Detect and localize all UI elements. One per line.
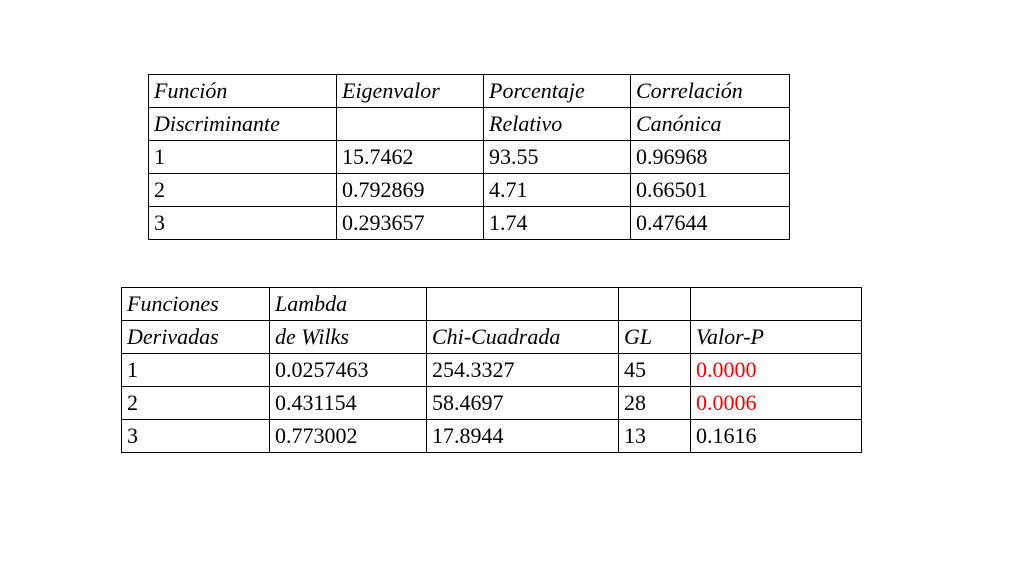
table-row [122,354,862,387]
wilks-lambda-cell: 0.0257463 [270,354,427,387]
header-cell: Lambda [270,288,427,321]
function-number-cell: 3 [122,420,270,453]
header-cell: Relativo [484,108,631,141]
canonical-correlation-cell: 0.47644 [631,207,790,240]
relative-percent-cell: 1.74 [484,207,631,240]
degrees-of-freedom-cell: 28 [619,387,691,420]
header-cell: GL [619,321,691,354]
function-number-cell: 1 [149,141,337,174]
function-number-cell: 2 [122,387,270,420]
wilks-lambda-cell: 0.431154 [270,387,427,420]
header-cell: Correlación [631,75,790,108]
table-row [149,141,790,174]
header-cell: Valor-P [691,321,862,354]
header-cell: Porcentaje [484,75,631,108]
header-cell: Canónica [631,108,790,141]
p-value-cell: 0.0006 [691,387,862,420]
function-number-cell: 1 [122,354,270,387]
p-value-cell: 0.0000 [691,354,862,387]
discriminant-functions-table [148,74,790,240]
table-row [149,174,790,207]
canonical-correlation-cell: 0.96968 [631,141,790,174]
header-cell: Derivadas [122,321,270,354]
canonical-correlation-cell: 0.66501 [631,174,790,207]
eigenvalue-cell: 15.7462 [337,141,484,174]
header-cell: Chi-Cuadrada [427,321,619,354]
table-row [122,420,862,453]
header-cell: Función [149,75,337,108]
degrees-of-freedom-cell: 13 [619,420,691,453]
chi-square-cell: 254.3327 [427,354,619,387]
p-value-cell: 0.1616 [691,420,862,453]
header-cell: Eigenvalor [337,75,484,108]
header-cell: de Wilks [270,321,427,354]
table-header-row [149,75,790,108]
function-number-cell: 3 [149,207,337,240]
wilks-lambda-table [121,287,862,453]
header-cell: Discriminante [149,108,337,141]
table-header-row [122,288,862,321]
eigenvalue-cell: 0.792869 [337,174,484,207]
degrees-of-freedom-cell: 45 [619,354,691,387]
eigenvalue-cell: 0.293657 [337,207,484,240]
table-header-row [149,108,790,141]
header-cell [691,288,862,321]
wilks-lambda-cell: 0.773002 [270,420,427,453]
table-row [122,387,862,420]
function-number-cell: 2 [149,174,337,207]
relative-percent-cell: 93.55 [484,141,631,174]
table-row [149,207,790,240]
header-cell [619,288,691,321]
chi-square-cell: 58.4697 [427,387,619,420]
header-cell: Funciones [122,288,270,321]
table-header-row [122,321,862,354]
header-cell [427,288,619,321]
chi-square-cell: 17.8944 [427,420,619,453]
relative-percent-cell: 4.71 [484,174,631,207]
header-cell [337,108,484,141]
